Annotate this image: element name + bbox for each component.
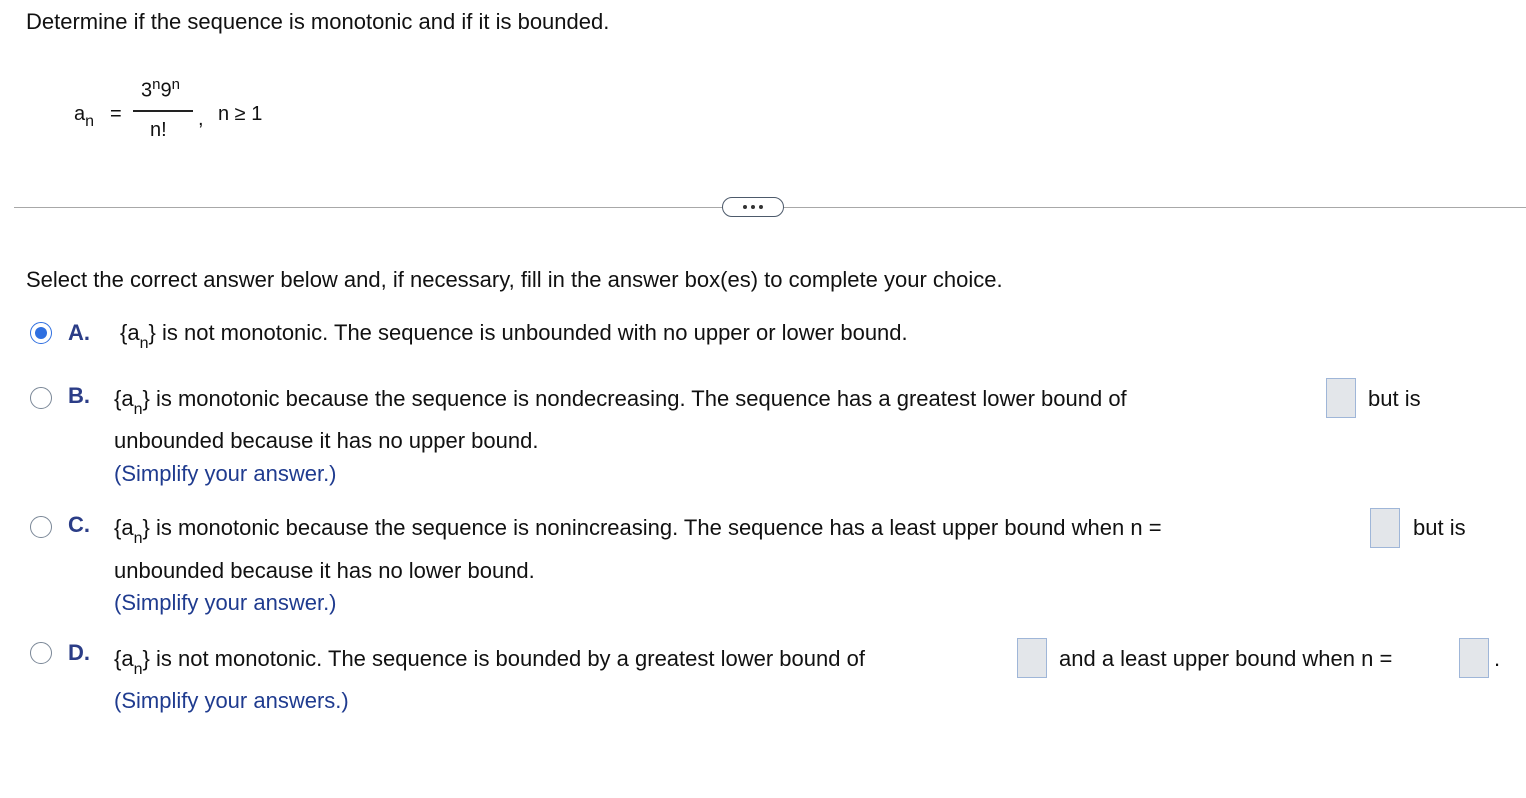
option-c-answer-box[interactable]: [1370, 508, 1400, 548]
formula-lhs: $a_n$: [74, 103, 95, 130]
option-b-line2: unbounded because it has no upper bound.: [114, 428, 539, 453]
fraction-bar: [133, 110, 193, 112]
ellipsis-icon: [743, 205, 747, 209]
option-a-letter: A.: [68, 320, 90, 345]
option-b-letter: B.: [68, 383, 90, 408]
option-d-radio[interactable]: [30, 642, 52, 664]
option-a-radio[interactable]: [30, 322, 52, 344]
option-b-after-box: but is: [1368, 386, 1421, 411]
option-d-text: $\{a_n\}$ is not monotonic. The sequence is bounded by a greatest lower bound of: [114, 646, 865, 678]
option-a-text: $\{a_n\}$ is not monotonic. The sequence is unbounded with no upper or lower bound.: [120, 320, 908, 352]
ellipsis-icon: [751, 205, 755, 209]
option-c-line2: unbounded because it has no lower bound.: [114, 558, 535, 583]
question-prompt: Determine if the sequence is monotonic and if it is bounded.: [26, 9, 610, 34]
option-b-hint: (Simplify your answer.): [114, 461, 337, 486]
option-d-answer-box-1[interactable]: [1017, 638, 1047, 678]
option-d-middle: and a least upper bound when n =: [1059, 646, 1393, 671]
option-b-answer-box[interactable]: [1326, 378, 1356, 418]
formula-denominator: n!: [150, 119, 167, 141]
formula-condition: n ≥ 1: [218, 103, 263, 125]
option-b-radio[interactable]: [30, 387, 52, 409]
formula-equals: =: [110, 103, 122, 125]
option-b-text: $\{a_n\}$ is monotonic because the sequence is nondecreasing. The sequence has a greatest lower bound of: [114, 386, 1127, 418]
option-c-after-box: but is: [1413, 515, 1466, 540]
formula-numerator: 3$^n$9$^n$: [141, 76, 180, 102]
ellipsis-icon: [759, 205, 763, 209]
instruction-text: Select the correct answer below and, if necessary, fill in the answer box(es) to complete your choice.: [26, 267, 1003, 292]
formula-comma: ,: [198, 108, 204, 130]
option-d-hint: (Simplify your answers.): [114, 688, 349, 713]
option-c-letter: C.: [68, 512, 90, 537]
expand-button[interactable]: [722, 197, 784, 217]
option-c-text: $\{a_n\}$ is monotonic because the sequence is nonincreasing. The sequence has a least upper bound when n =: [114, 515, 1162, 547]
option-d-end: .: [1494, 646, 1501, 671]
option-c-hint: (Simplify your answer.): [114, 590, 337, 615]
option-c-radio[interactable]: [30, 516, 52, 538]
option-d-letter: D.: [68, 640, 90, 665]
option-d-answer-box-2[interactable]: [1459, 638, 1489, 678]
